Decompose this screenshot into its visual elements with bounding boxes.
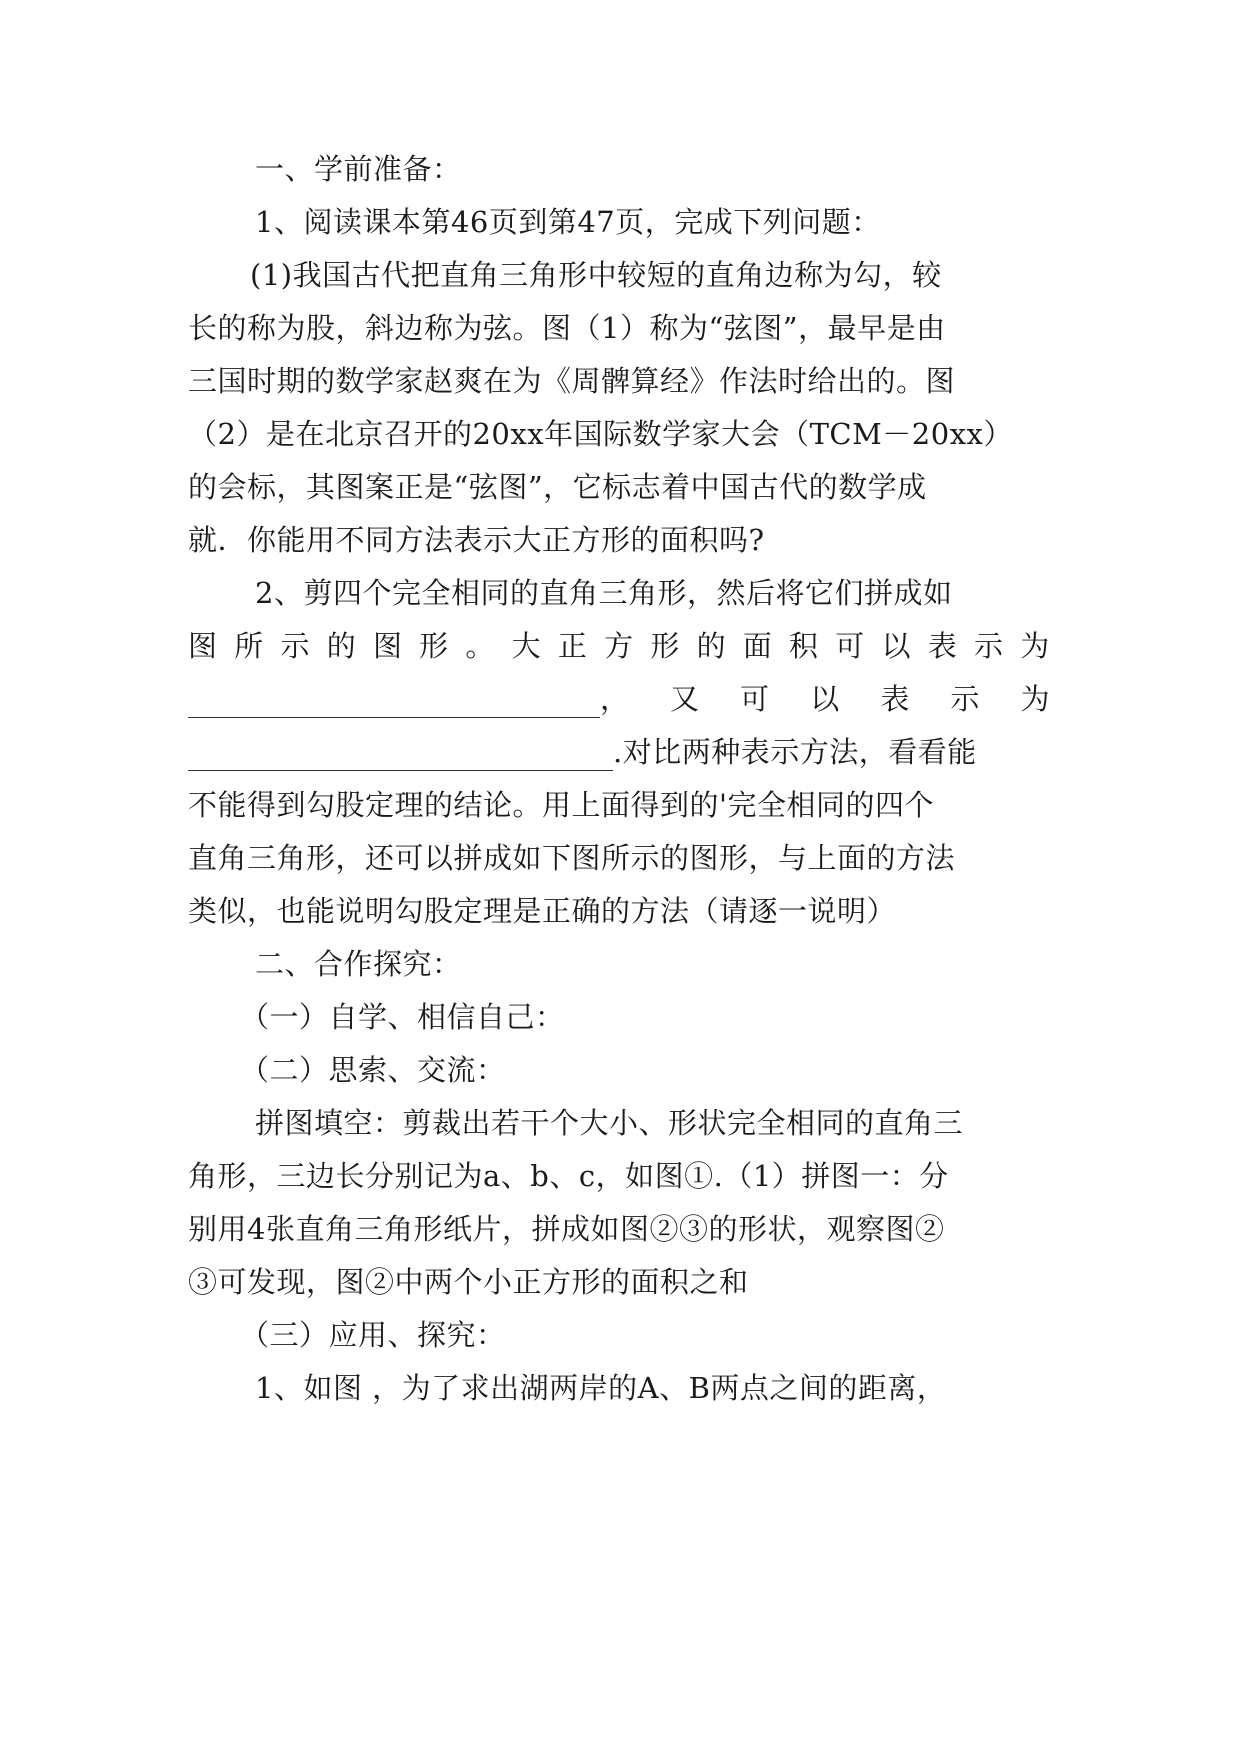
char: 为 [1020,629,1050,663]
char: 表 [880,682,910,716]
char: 的 [696,629,727,663]
char: 方 [604,629,634,663]
char: 示 [973,629,1004,663]
subsection-heading: （二）思索、交流： [240,1053,506,1087]
paragraph-line: 不能得到勾股定理的结论。用上面得到的'完全相同的四个 [188,788,934,822]
paragraph-line: （2）是在北京召开的20xx年国际数学家大会（TCM－20xx） [188,417,1013,451]
char: 又 [670,682,700,716]
char: 的 [326,629,357,663]
char: 示 [950,682,980,716]
paragraph-line: (1)我国古代把直角三角形中较短的直角边称为勾，较 [250,258,942,292]
char: 形 [650,629,680,663]
paragraph-line: 角形，三边长分别记为a、b、c，如图①.（1）拼图一：分 [188,1159,949,1193]
section-heading-explore: 二、合作探究： [255,947,462,981]
char: 形 [419,629,449,663]
char: 大 [511,629,542,663]
paragraph-line: 拼图填空：剪裁出若干个大小、形状完全相同的直角三 [255,1106,964,1140]
paragraph-line: 直角三角形，还可以拼成如下图所示的图形，与上面的方法 [188,841,956,875]
paragraph-line: 就．你能用不同方法表示大正方形的面积吗? [188,523,765,557]
section-heading-prep: 一、学前准备： [255,152,462,186]
char: 以 [810,682,840,716]
paragraph-line: ③可发现，图②中两个小正方形的面积之和 [188,1265,749,1299]
paragraph-line: 1、如图 ，为了求出湖两岸的A、B两点之间的距离， [255,1371,947,1405]
answer-blank[interactable] [188,740,613,771]
char: ， [600,682,630,716]
justified-line-with-blank [188,680,1050,718]
char: 可 [835,629,865,663]
char: 表 [927,629,958,663]
char: 图 [372,629,403,663]
paragraph-line: 三国时期的数学家赵爽在为《周髀算经》作法时给出的。图 [188,364,956,398]
char: 为 [1020,682,1050,716]
char: 积 [789,629,819,663]
paragraph-text: .对比两种表示方法，看看能 [613,735,977,769]
paragraph-line: 的会标，其图案正是“弦图”，它标志着中国古代的数学成 [188,470,927,504]
char: 可 [740,682,770,716]
char: 图 [188,629,218,663]
paragraph-line: 2、剪四个完全相同的直角三角形，然后将它们拼成如 [255,576,953,610]
paragraph-line: 1、阅读课本第46页到第47页，完成下列问题： [255,205,881,239]
subsection-heading: （一）自学、相信自己： [240,1000,565,1034]
paragraph-line: 类似，也能说明勾股定理是正确的方法（请逐一说明） [188,894,897,928]
justified-line [188,627,1050,665]
char: 以 [881,629,912,663]
char: 面 [742,629,773,663]
paragraph-line: 长的称为股，斜边称为弦。图（1）称为“弦图”，最早是由 [188,311,946,345]
paragraph-line: 别用4张直角三角形纸片，拼成如图②③的形状，观察图② [188,1212,945,1246]
answer-blank[interactable] [188,687,600,718]
line-with-blank [188,733,1050,771]
char: 正 [557,629,588,663]
char: 。 [465,629,495,663]
char: 所 [234,629,264,663]
char: 示 [280,629,310,663]
subsection-heading: （三）应用、探究： [240,1318,506,1352]
